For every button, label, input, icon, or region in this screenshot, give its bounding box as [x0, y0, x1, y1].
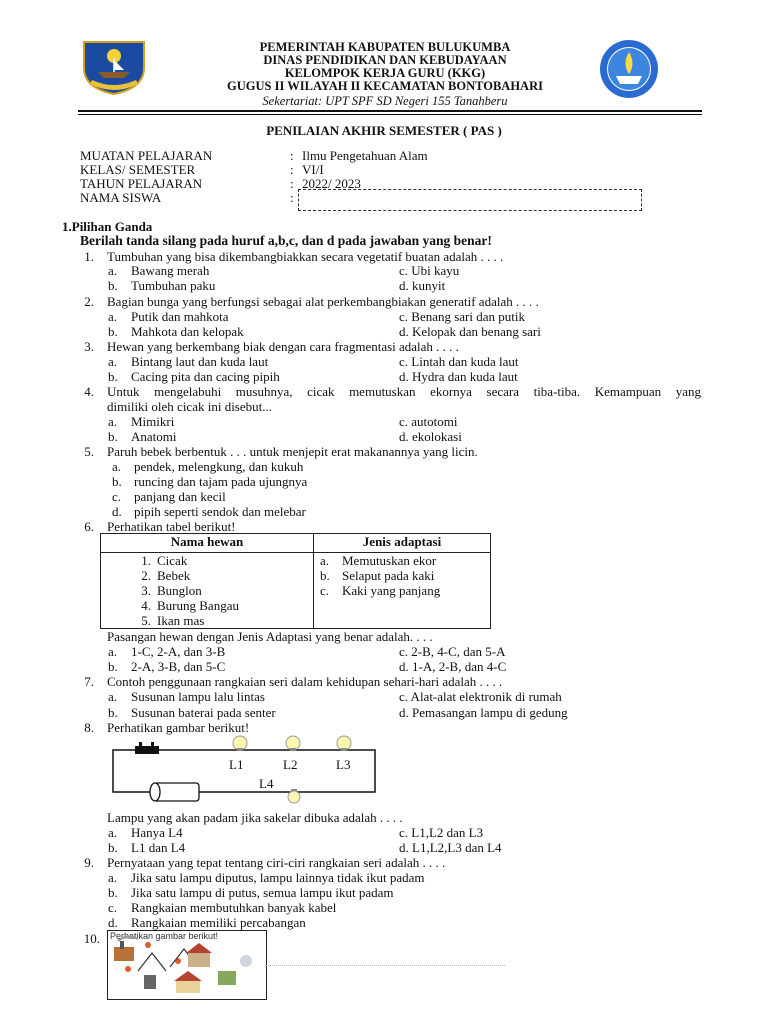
option-letter: a. [108, 414, 118, 429]
question-number: 1. [84, 249, 94, 264]
option-d[interactable]: d. L1,L2,L3 dan L4 [399, 840, 502, 855]
lamp-label-l3: L3 [336, 757, 351, 772]
table-header: Nama hewan [101, 534, 314, 553]
option-b[interactable]: Anatomi [131, 429, 177, 444]
header-rule-thick [78, 110, 702, 112]
row-letter: c. [320, 583, 330, 598]
option-d[interactable]: d. Pemasangan lampu di gedung [399, 705, 568, 720]
adaptation-name: Kaki yang panjang [342, 583, 441, 598]
option-c[interactable]: c. Benang sari dan putik [399, 309, 525, 324]
info-value-class: VI/I [302, 162, 324, 177]
row-number: 3. [141, 583, 151, 598]
adaptation-name: Selaput pada kaki [342, 568, 435, 583]
info-label-name: NAMA SISWA [80, 190, 162, 205]
option-letter: b. [112, 474, 122, 489]
option-b[interactable]: L1 dan L4 [131, 840, 186, 855]
info-label-year: TAHUN PELAJARAN [80, 176, 203, 191]
animal-name: Bunglon [157, 583, 202, 598]
question-text: Pernyataan yang tepat tentang ciri-ciri rangkaian seri adalah . . . . [107, 855, 446, 870]
option-a[interactable]: 1-C, 2-A, dan 3-B [131, 644, 226, 659]
option-d[interactable]: d. ekolokasi [399, 429, 462, 444]
adaptation-list [314, 553, 491, 629]
option-b[interactable]: Mahkota dan kelopak [131, 324, 244, 339]
option-c[interactable]: c. autotomi [399, 414, 458, 429]
option-d[interactable]: pipih seperti sendok dan melebar [134, 504, 306, 519]
info-value-subject: Ilmu Pengetahuan Alam [302, 148, 428, 163]
row-number: 1. [141, 553, 151, 568]
table-row [320, 568, 484, 583]
option-letter: b. [108, 705, 118, 720]
option-b[interactable]: Cacing pita dan cacing pipih [131, 369, 280, 384]
question-text: Contoh penggunaan rangkaian seri dalam kehidupan sehari-hari adalah . . . . [107, 674, 503, 689]
adaptation-name: Memutuskan ekor [342, 553, 437, 568]
option-letter: d. [108, 915, 118, 930]
table-row [320, 553, 484, 568]
option-letter: a. [108, 644, 118, 659]
info-sep: : [290, 148, 294, 163]
info-sep: : [290, 190, 294, 205]
table-row [107, 568, 307, 583]
option-letter: c. [108, 900, 118, 915]
header-line-1: PEMERINTAH KABUPATEN BULUKUMBA [259, 40, 511, 54]
option-letter: b. [108, 840, 118, 855]
option-b[interactable]: 2-A, 3-B, dan 5-C [131, 659, 226, 674]
option-a[interactable]: Putik dan mahkota [131, 309, 229, 324]
option-c[interactable]: panjang dan kecil [134, 489, 226, 504]
illustration-caption: Perhatikan gambar berikut! [110, 931, 219, 941]
question-text-cont: dimiliki oleh cicak ini disebut... [107, 399, 273, 414]
option-b[interactable]: Susunan baterai pada senter [131, 705, 276, 720]
option-a[interactable]: Mimikri [131, 414, 175, 429]
animal-name: Burung Bangau [157, 598, 239, 613]
option-c[interactable]: c. 2-B, 4-C, dan 5-A [399, 644, 506, 659]
option-d[interactable]: d. Hydra dan kuda laut [399, 369, 518, 384]
question-text: Tumbuhan yang bisa dikembangbiakkan secara vegetatif buatan adalah . . . . [107, 249, 504, 264]
adaptation-table [100, 533, 491, 629]
question-text: Paruh bebek berbentuk . . . untuk menjepit erat makanannya yang licin. [107, 444, 478, 459]
option-a[interactable]: pendek, melengkung, dan kukuh [134, 459, 304, 474]
lamp-label-l1: L1 [229, 757, 244, 772]
option-c[interactable]: c. Lintah dan kuda laut [399, 354, 519, 369]
option-d[interactable]: d. kunyit [399, 278, 446, 293]
header-line-2: DINAS PENDIDIKAN DAN KEBUDAYAAN [263, 53, 507, 67]
lamp-label-l4: L4 [259, 776, 274, 791]
info-sep: : [290, 162, 294, 177]
option-letter: a. [108, 263, 118, 278]
faded-answer-line [265, 965, 505, 966]
question-number: 10. [83, 931, 100, 946]
section-heading: 1.Pilihan Ganda [62, 219, 153, 234]
section-instruction: Berilah tanda silang pada huruf a,b,c, dan d pada jawaban yang benar! [80, 233, 492, 248]
option-letter: b. [108, 369, 118, 384]
animal-name: Bebek [157, 568, 191, 583]
info-value-year: 2022/ 2023 [302, 176, 361, 191]
question-text: Untuk mengelabuhi musuhnya, cicak memutuskan ekornya secara tiba-tiba. Kemampuan yang [107, 384, 701, 399]
option-letter: a. [108, 825, 118, 840]
option-letter: b. [108, 429, 118, 444]
header-rule-thin [78, 114, 702, 115]
table-header: Jenis adaptasi [314, 534, 491, 553]
row-number: 5. [141, 613, 151, 628]
option-letter: a. [108, 309, 118, 324]
info-sep: : [290, 176, 294, 191]
question-number: 3. [84, 339, 94, 354]
question-text: Perhatikan gambar berikut! [107, 720, 250, 735]
energy-illustration [107, 930, 267, 1000]
option-letter: c. [112, 489, 122, 504]
left-logo [80, 38, 148, 96]
row-letter: a. [320, 553, 330, 568]
header-sekretariat: Sekertariat: UPT SPF SD Negeri 155 Tanahberu [262, 94, 508, 108]
header-line-3: KELOMPOK KERJA GURU (KKG) [284, 66, 486, 80]
question-text: Perhatikan tabel berikut! [107, 519, 236, 534]
question-text: Hewan yang berkembang biak dengan cara fragmentasi adalah . . . . [107, 339, 459, 354]
info-label-subject: MUATAN PELAJARAN [80, 148, 213, 163]
question-number: 5. [84, 444, 94, 459]
question-number: 9. [84, 855, 94, 870]
question-number: 6. [84, 519, 94, 534]
option-c[interactable]: c. Alat-alat elektronik di rumah [399, 689, 562, 704]
table-row [107, 553, 307, 568]
table-row [320, 583, 484, 598]
option-letter: b. [108, 324, 118, 339]
option-letter: b. [108, 278, 118, 293]
option-a[interactable]: Bintang laut dan kuda laut [131, 354, 269, 369]
option-letter: d. [112, 504, 122, 519]
option-a[interactable]: Hanya L4 [131, 825, 183, 840]
question-text: Lampu yang akan padam jika sakelar dibuka adalah . . . . [107, 810, 403, 825]
option-d[interactable]: d. 1-A, 2-B, dan 4-C [399, 659, 507, 674]
option-letter: a. [108, 689, 118, 704]
option-letter: b. [108, 885, 118, 900]
animal-list [101, 553, 314, 629]
animal-name: Cicak [157, 553, 188, 568]
exam-title: PENILAIAN AKHIR SEMESTER ( PAS ) [266, 123, 502, 138]
option-letter: a. [112, 459, 122, 474]
student-name-field[interactable] [298, 189, 642, 211]
option-a[interactable]: Jika satu lampu diputus, lampu lainnya tidak ikut padam [131, 870, 425, 885]
question-number: 2. [84, 294, 94, 309]
info-label-class: KELAS/ SEMESTER [80, 162, 196, 177]
option-letter: a. [108, 870, 118, 885]
option-a[interactable]: Bawang merah [131, 263, 210, 278]
table-row [107, 598, 307, 613]
option-letter: a. [108, 354, 118, 369]
option-c[interactable]: c. L1,L2 dan L3 [399, 825, 484, 840]
table-row [107, 613, 307, 628]
question-text: Bagian bunga yang berfungsi sebagai alat perkembangbiakan generatif adalah . . . . [107, 294, 539, 309]
option-letter: b. [108, 659, 118, 674]
lamp-label-l2: L2 [283, 757, 298, 772]
option-c[interactable]: c. Ubi kayu [399, 263, 460, 278]
question-text: Pasangan hewan dengan Jenis Adaptasi yang benar adalah. . . . [107, 629, 433, 644]
question-number: 7. [84, 674, 94, 689]
question-number: 8. [84, 720, 94, 735]
option-b[interactable]: runcing dan tajam pada ujungnya [134, 474, 308, 489]
header-line-4: GUGUS II WILAYAH II KECAMATAN BONTOBAHARI [227, 79, 543, 93]
option-a[interactable]: Susunan lampu lalu lintas [131, 689, 265, 704]
animal-name: Ikan mas [157, 613, 205, 628]
question-number: 4. [84, 384, 94, 399]
option-c[interactable]: Rangkaian membutuhkan banyak kabel [131, 900, 337, 915]
row-number: 2. [141, 568, 151, 583]
row-number: 4. [141, 598, 151, 613]
option-b[interactable]: Tumbuhan paku [131, 278, 216, 293]
table-row [107, 583, 307, 598]
option-b[interactable]: Jika satu lampu di putus, semua lampu ikut padam [131, 885, 394, 900]
option-d[interactable]: d. Kelopak dan benang sari [399, 324, 541, 339]
option-d[interactable]: Rangkaian memiliki percabangan [131, 915, 306, 930]
row-letter: b. [320, 568, 330, 583]
